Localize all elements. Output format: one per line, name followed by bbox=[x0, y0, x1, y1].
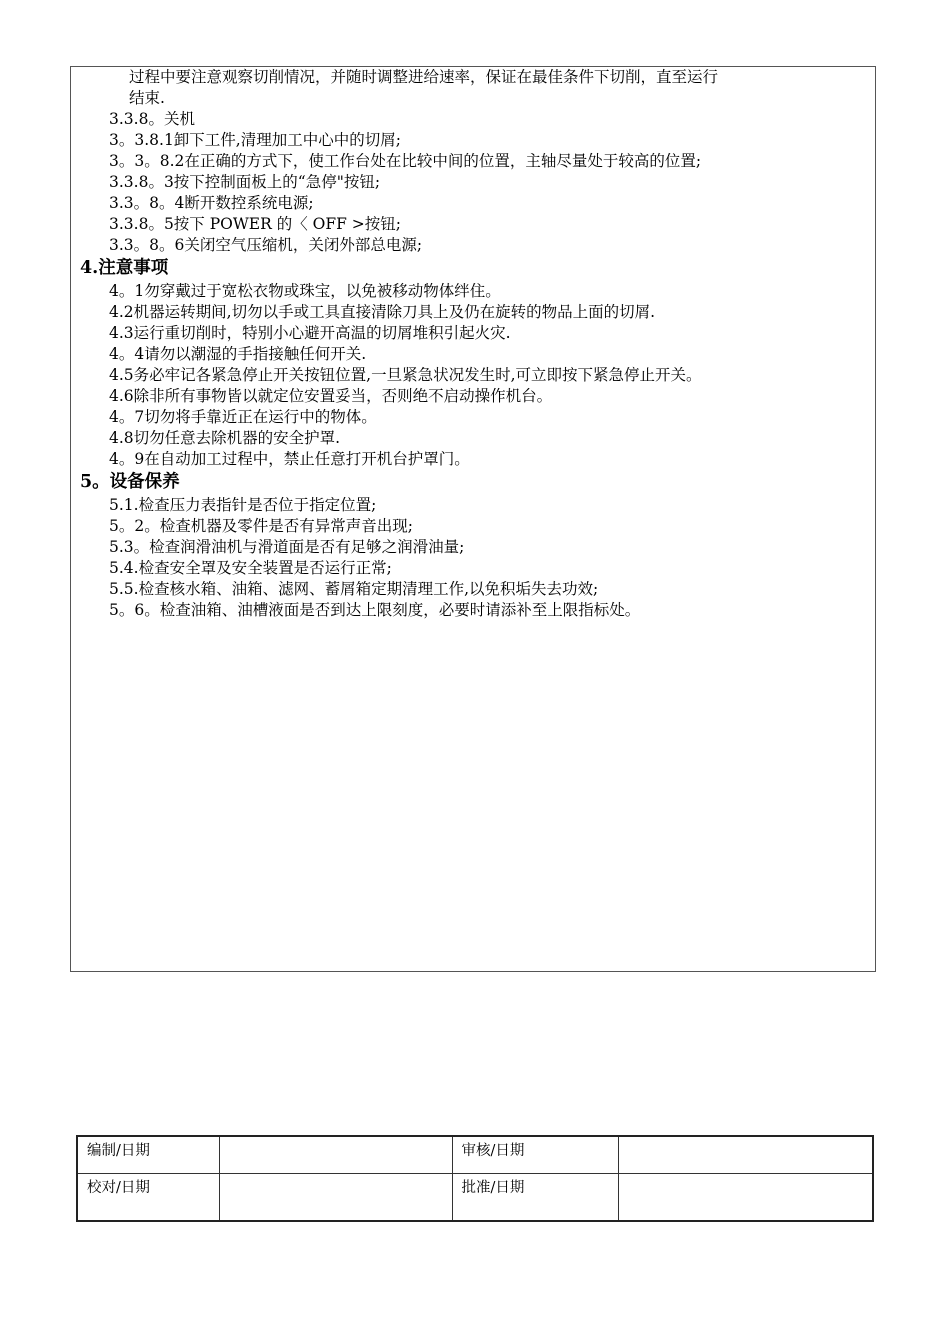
maintenance-item: 5。6。检查油箱、油槽液面是否到达上限刻度，必要时请添补至上限指标处。 bbox=[109, 601, 641, 619]
approved-date-label: 批准/日期 bbox=[452, 1174, 618, 1222]
precaution-item: 4。9在自动加工过程中，禁止任意打开机台护罩门。 bbox=[109, 450, 470, 468]
shutdown-step: 3.3。8。6关闭空气压缩机，关闭外部总电源; bbox=[109, 236, 423, 254]
proofread-date-label: 校对/日期 bbox=[77, 1174, 219, 1222]
continued-text-line: 结束. bbox=[129, 89, 165, 107]
precaution-item: 4。7切勿将手靠近正在运行中的物体。 bbox=[109, 408, 377, 426]
continued-text-line: 过程中要注意观察切削情况，并随时调整进给速率，保证在最佳条件下切削，直至运行 bbox=[129, 68, 719, 86]
maintenance-item: 5。2。检查机器及零件是否有异常声音出现; bbox=[109, 517, 413, 535]
signoff-row bbox=[77, 1136, 873, 1174]
reviewed-date-label: 审核/日期 bbox=[452, 1136, 618, 1174]
compiled-date-field[interactable] bbox=[219, 1136, 452, 1174]
precaution-item: 4.8切勿任意去除机器的安全护罩. bbox=[109, 429, 341, 447]
reviewed-date-field[interactable] bbox=[618, 1136, 873, 1174]
compiled-date-label: 编制/日期 bbox=[77, 1136, 219, 1174]
maintenance-item: 5.3。检查润滑油机与滑道面是否有足够之润滑油量; bbox=[109, 538, 465, 556]
section-heading-maintenance: 5。设备保养 bbox=[80, 472, 180, 492]
precaution-item: 4.5务必牢记各紧急停止开关按钮位置,一旦紧急状况发生时,可立即按下紧急停止开关。 bbox=[109, 366, 702, 384]
signoff-table bbox=[76, 1135, 874, 1222]
precaution-item: 4.2机器运转期间,切勿以手或工具直接清除刀具上及仍在旋转的物品上面的切屑. bbox=[109, 303, 656, 321]
section-heading-precautions: 4.注意事项 bbox=[80, 258, 169, 278]
shutdown-step: 3.3.8。关机 bbox=[109, 110, 195, 128]
signoff-row bbox=[77, 1174, 873, 1222]
maintenance-item: 5.1.检查压力表指针是否位于指定位置; bbox=[109, 496, 377, 514]
precaution-item: 4。4请勿以潮湿的手指接触任何开关. bbox=[109, 345, 367, 363]
shutdown-step: 3。3。8.2在正确的方式下，使工作台处在比较中间的位置，主轴尽量处于较高的位置; bbox=[109, 152, 702, 170]
proofread-date-field[interactable] bbox=[219, 1174, 452, 1222]
shutdown-step: 3.3。8。4断开数控系统电源; bbox=[109, 194, 314, 212]
procedure-content-box bbox=[70, 66, 876, 972]
shutdown-step: 3。3.8.1卸下工件,清理加工中心中的切屑; bbox=[109, 131, 401, 149]
shutdown-step: 3.3.8。3按下控制面板上的“急停"按钮; bbox=[109, 173, 381, 191]
precaution-item: 4.6除非所有事物皆以就定位安置妥当，否则绝不启动操作机台。 bbox=[109, 387, 553, 405]
precaution-item: 4。1勿穿戴过于宽松衣物或珠宝，以免被移动物体绊住。 bbox=[109, 282, 501, 300]
maintenance-item: 5.4.检查安全罩及安全装置是否运行正常; bbox=[109, 559, 392, 577]
maintenance-item: 5.5.检查核水箱、油箱、滤网、蓄屑箱定期清理工作,以免积垢失去功效; bbox=[109, 580, 599, 598]
shutdown-step: 3.3.8。5按下 POWER 的〈 OFF >按钮; bbox=[109, 215, 401, 233]
precaution-item: 4.3运行重切削时，特别小心避开高温的切屑堆积引起火灾. bbox=[109, 324, 511, 342]
approved-date-field[interactable] bbox=[618, 1174, 873, 1222]
